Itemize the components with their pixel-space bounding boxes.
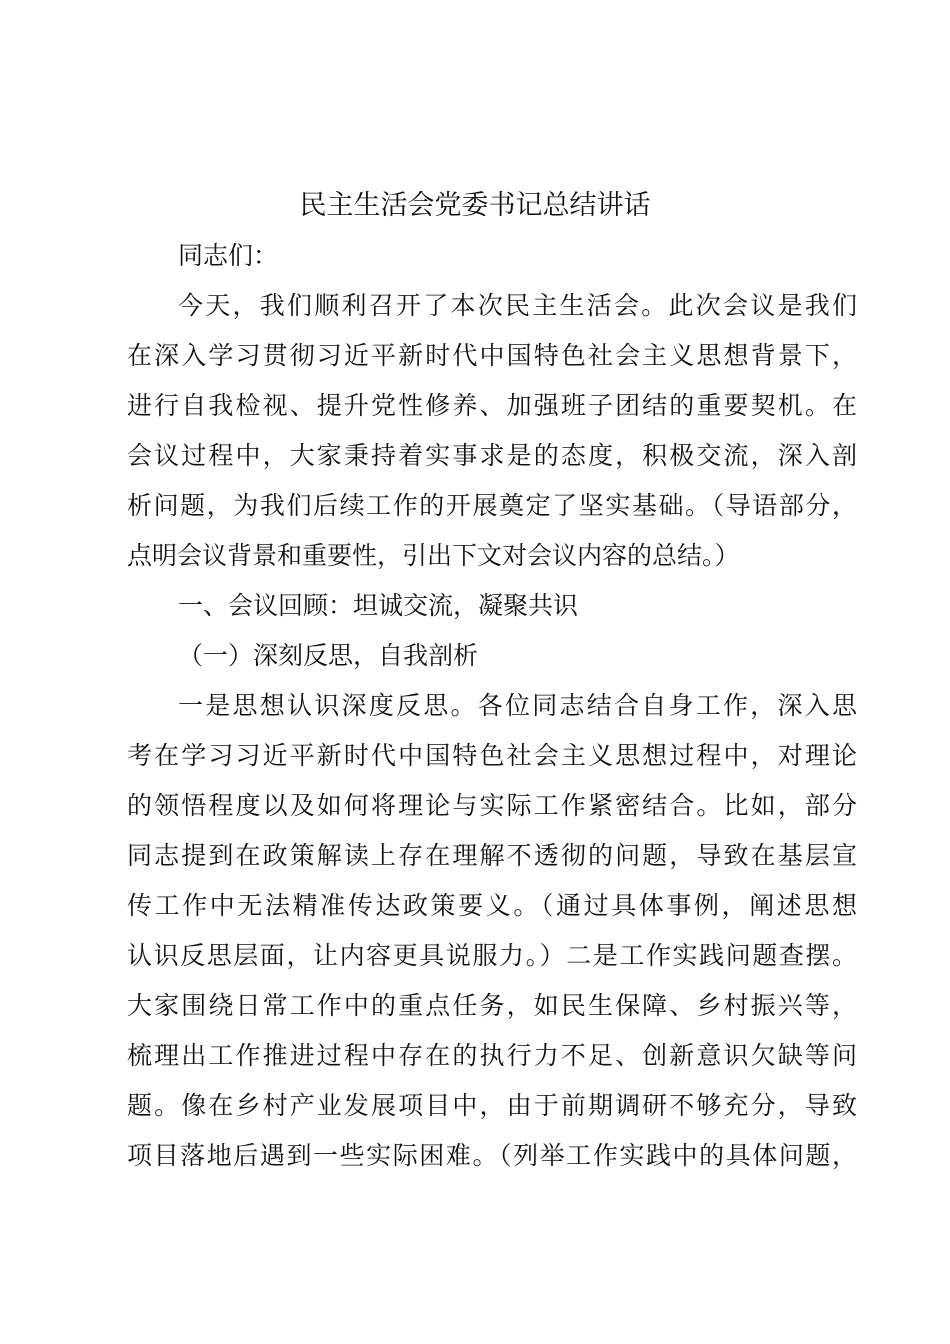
body-line: 考在学习习近平新时代中国特色社会主义思想过程中，对理论 [127,741,857,770]
body-line: 同志提到在政策解读上存在理解不透彻的问题，导致在基层宣 [127,841,857,870]
body-line: 点明会议背景和重要性，引出下文对会议内容的总结。） [127,541,740,570]
body-line: 今天，我们顺利召开了本次民主生活会。此次会议是我们 [178,291,857,320]
body-line: 在深入学习贯彻习近平新时代中国特色社会主义思想背景下， [127,341,857,370]
body-line: 题。像在乡村产业发展项目中，由于前期调研不够充分，导致 [127,1091,857,1120]
body-line: 进行自我检视、提升党性修养、加强班子团结的重要契机。在 [127,391,857,420]
body-line: 析问题，为我们后续工作的开展奠定了坚实基础。（导语部分， [127,491,857,520]
body-line: 传工作中无法精准传达政策要义。（通过具体事例，阐述思想 [127,891,857,920]
body-line: 项目落地后遇到一些实际困难。（列举工作实践中的具体问题， [127,1141,857,1170]
document-title: 民主生活会党委书记总结讲话 [299,190,651,221]
subsection-heading: （一）深刻反思，自我剖析 [178,641,479,670]
section-heading: 一、会议回顾：坦诚交流，凝聚共识 [178,591,579,620]
body-line: 认识反思层面，让内容更具说服力。）二是工作实践问题查摆。 [127,941,857,970]
body-line: 大家围绕日常工作中的重点任务，如民生保障、乡村振兴等， [127,991,857,1020]
body-line: 梳理出工作推进过程中存在的执行力不足、创新意识欠缺等问 [127,1041,857,1070]
body-line: 一是思想认识深度反思。各位同志结合自身工作，深入思 [178,691,857,720]
salutation-line: 同志们： [178,241,279,270]
body-line: 的领悟程度以及如何将理论与实际工作紧密结合。比如，部分 [127,791,857,820]
body-line: 会议过程中，大家秉持着实事求是的态度，积极交流，深入剖 [127,441,857,470]
